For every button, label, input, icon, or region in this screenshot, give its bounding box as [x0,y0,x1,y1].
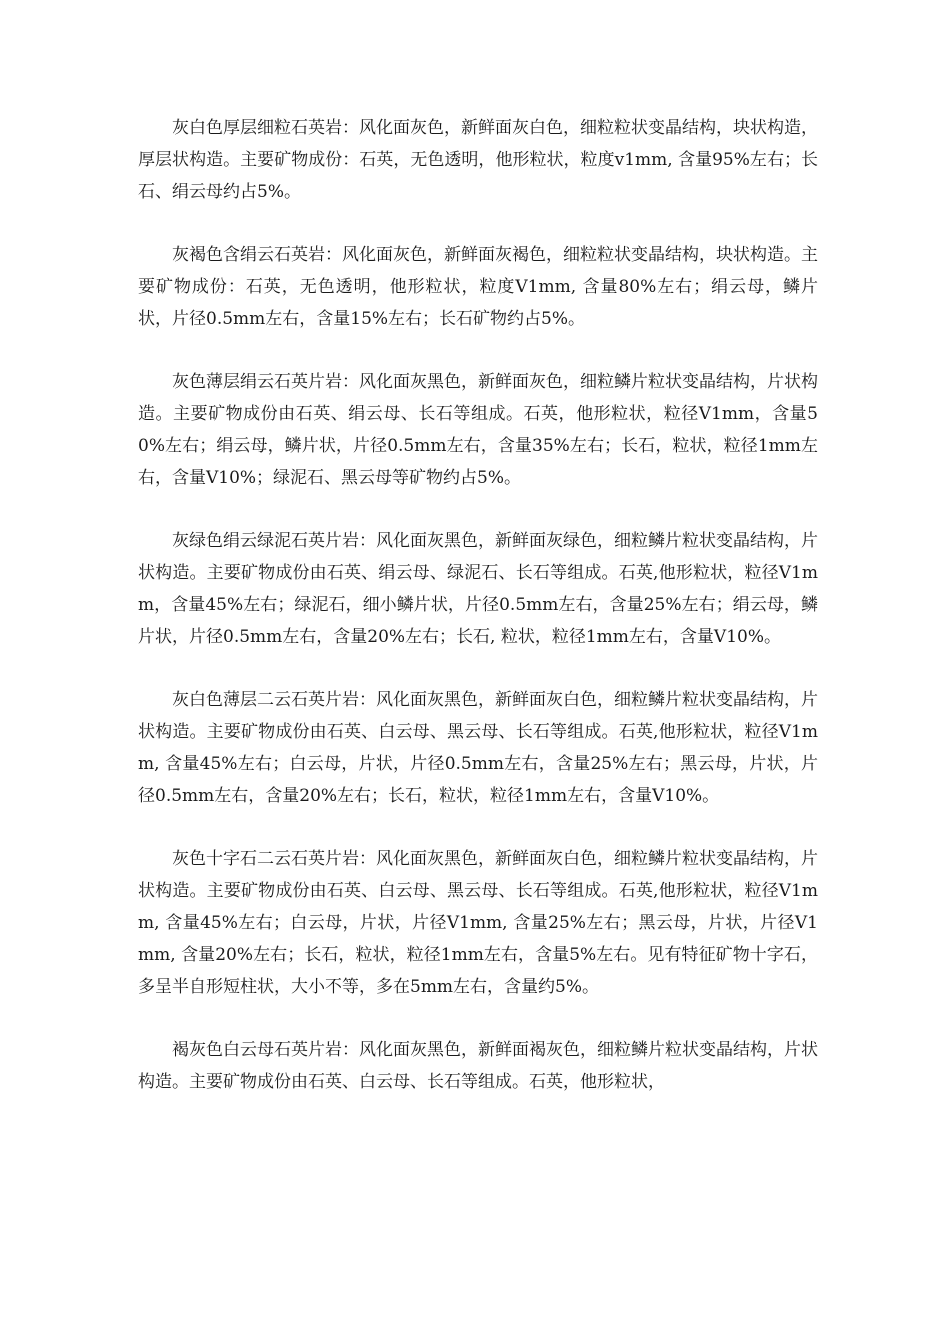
paragraph-7: 褐灰色白云母石英片岩：风化面灰黑色，新鲜面褐灰色，细粒鳞片粒状变晶结构，片状构造。主要矿物成份由石英、白云母、长石等组成。石英，他形粒状， [138,1040,818,1092]
paragraph-6: 灰色十字石二云石英片岩：风化面灰黑色，新鲜面灰白色，细粒鳞片粒状变晶结构，片状构造。主要矿物成份由石英、白云母、黑云母、长石等组成。石英,他形粒状，粒径V1mm, 含量45%左右；白云母，片状，片径V1mm, 含量25%左右；黑云母，片状，片径V1mm, 含量20%左右；长石，粒状，粒径1mm左右，含量5%左右。见有特征矿物十字石，多呈半自形短柱状，大小不等，多在5mm左右，含量约5%。 [138,849,818,997]
document-body [138,113,818,1131]
paragraph-4: 灰绿色绢云绿泥石英片岩：风化面灰黑色，新鲜面灰绿色，细粒鳞片粒状变晶结构，片状构造。主要矿物成份由石英、绢云母、绿泥石、长石等组成。石英,他形粒状，粒径V1mm，含量45%左右；绿泥石，细小鳞片状，片径0.5mm左右，含量25%左右；绢云母，鳞片状，片径0.5mm左右，含量20%左右；长石, 粒状，粒径1mm左右，含量V10%。 [138,531,818,647]
paragraph-1: 灰白色厚层细粒石英岩：风化面灰色，新鲜面灰白色，细粒粒状变晶结构，块状构造，厚层状构造。主要矿物成份：石英，无色透明，他形粒状，粒度v1mm, 含量95%左右；长石、绢云母约占5%。 [138,118,818,202]
paragraph-2: 灰褐色含绢云石英岩：风化面灰色，新鲜面灰褐色，细粒粒状变晶结构，块状构造。主要矿物成份：石英，无色透明，他形粒状，粒度V1mm, 含量80%左右；绢云母，鳞片状，片径0.5mm左右，含量15%左右；长石矿物约占5%。 [138,245,818,329]
paragraph-3: 灰色薄层绢云石英片岩：风化面灰黑色，新鲜面灰色，细粒鳞片粒状变晶结构，片状构造。主要矿物成份由石英、绢云母、长石等组成。石英，他形粒状，粒径V1mm，含量50%左右；绢云母，鳞片状，片径0.5mm左右，含量35%左右；长石，粒状，粒径1mm左右，含量V10%；绿泥石、黑云母等矿物约占5%。 [138,372,818,488]
paragraph-5: 灰白色薄层二云石英片岩：风化面灰黑色，新鲜面灰白色，细粒鳞片粒状变晶结构，片状构造。主要矿物成份由石英、白云母、黑云母、长石等组成。石英,他形粒状，粒径V1mm, 含量45%左右；白云母，片状，片径0.5mm左右，含量25%左右；黑云母，片状，片径0.5mm左右，含量20%左右；长石，粒状，粒径1mm左右，含量V10%。 [138,690,818,806]
